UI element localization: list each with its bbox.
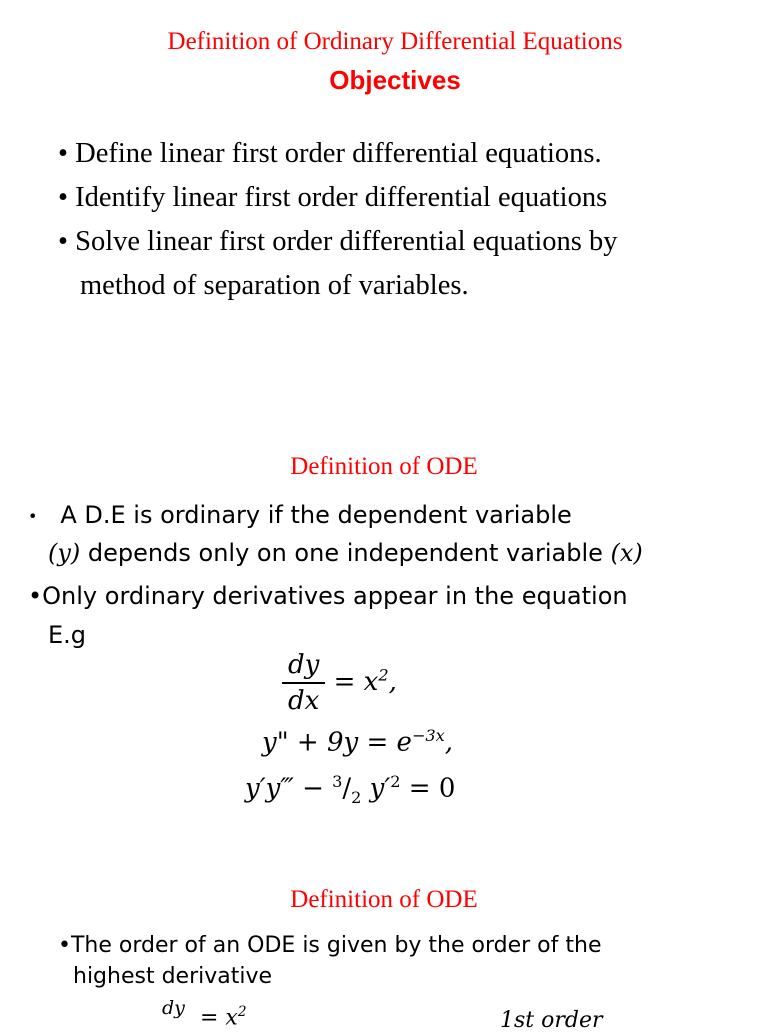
objective-item: • Solve linear first order differential equations by [58,226,618,257]
objective-item: • Identify linear first order differential equations [58,182,608,213]
objective-item: • Define linear first order differential equations. [58,138,602,169]
equation-2: y" + $9y = e^{-3x}$, [262,726,454,758]
order-bullet-continuation: highest derivative [73,964,273,989]
slide3-title: Definition of ODE [290,886,478,913]
ode-bullet-1: • A D.E is ordinary if the dependent variable [28,501,572,529]
bullet-icon: • [58,226,68,257]
equation-order-rhs: = $x^2$ [200,1004,247,1031]
equation-3: y′y‴ − $^3/_2$ $y'^2 = 0$ [245,772,456,807]
fraction-dy-dx: $\frac{dy}{dx}$ [282,650,325,716]
slide3-body [58,930,602,992]
bullet-icon: • [58,138,68,169]
slide2-body [28,497,643,654]
slide2-title: Definition of ODE [290,453,478,480]
equation-order-numerator: dy [162,997,185,1019]
slide1-title: Definition of Ordinary Differential Equations [167,28,623,55]
slide1-subtitle: Objectives [329,65,461,95]
order-label: 1st order [500,1008,603,1033]
bullet-icon: • [28,506,38,526]
bullet-icon: • [28,581,43,610]
equation-1: $\frac{dy}{dx}$ = $x^2$, [282,650,397,716]
ode-bullet-2: •Only ordinary derivatives appear in the equation [28,581,628,610]
eg-label: E.g [48,620,87,649]
bullet-icon: • [58,182,68,213]
objectives-list [58,132,618,308]
order-bullet: •The order of an ODE is given by the order of the [58,933,602,958]
objective-item-continuation: method of separation of variables. [80,270,469,301]
ode-bullet-1-continuation: (y) depends only on one independent variable (x) [48,538,643,567]
bullet-icon: • [58,933,71,958]
